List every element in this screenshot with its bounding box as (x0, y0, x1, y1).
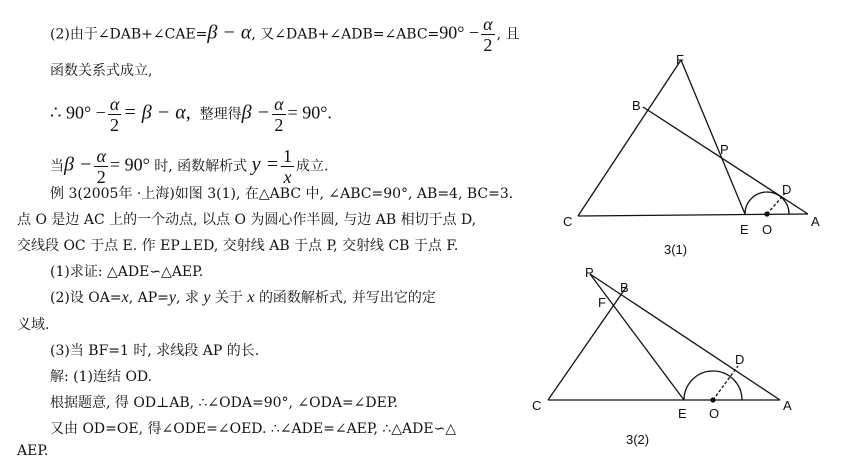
text-p10: 又由 OD=OE, 得∠ODE=∠OED. ∴∠ADE=∠AEP, ∴△ADE∽△ (50, 421, 457, 437)
label-D: D (735, 352, 745, 367)
label-C: C (563, 214, 573, 229)
text-p5: (2)设 OA=x, AP=y, 求 y 关于 x 的函数解析式, 并写出它的定 (50, 289, 436, 306)
text-line-2: 函数关系式成立, (50, 63, 153, 79)
figure-caption-3-2: 3(2) (626, 432, 650, 447)
label-O: O (762, 222, 773, 237)
text-p8: 解: (1)连结 OD. (50, 369, 153, 385)
text-p9: 根据题意, 得 OD⊥AB, ∴∠ODA=90°, ∠ODA=∠DEP. (50, 395, 398, 411)
figure-caption-3-1: 3(1) (664, 242, 688, 257)
label-F: F (676, 52, 684, 67)
text-line-1: (2)由于∠DAB+∠CAE=β − α, 又∠DAB+∠ADB=∠ABC=90° − $\frac{\alpha}{2}$ , 且 (50, 14, 520, 55)
label-P: P (720, 142, 729, 157)
figure-3-2 (548, 274, 780, 402)
text-p11: AEP. (17, 443, 49, 459)
text-p1: 例 3(2005年 ·上海)如图 3(1), 在△ABC 中, ∠ABC=90°, AB=4, BC=3. (50, 186, 514, 202)
label-A: A (811, 214, 820, 229)
figure-3-1 (578, 60, 808, 216)
label-O: O (709, 406, 720, 421)
text-line-3: ∴ 90° − $\frac{\alpha}{2}$ = β − α, 整理得β − $\frac{\alpha}{2}$ = 90°. (50, 94, 332, 135)
label-B: B (620, 280, 629, 295)
text-p7: (3)当 BF=1 时, 求线段 AP 的长. (50, 343, 260, 359)
text-p4: (1)求证: △ADE∽△AEP. (50, 264, 204, 280)
label-E: E (740, 222, 749, 237)
text-p6: 义域. (17, 317, 50, 333)
label-E: E (678, 406, 687, 421)
label-C: C (532, 398, 542, 413)
text-p2: 点 O 是边 AC 上的一个动点, 以点 O 为圆心作半圆, 与边 AB 相切于点 D, (17, 212, 477, 228)
label-P: P (585, 265, 594, 280)
label-B: B (632, 98, 641, 113)
text-line-4: 当β − $\frac{\alpha}{2}$ = 90° 时, 函数解析式 y = $\frac{1}{x}$ 成立. (50, 146, 329, 187)
label-D: D (782, 182, 792, 197)
label-A: A (783, 398, 792, 413)
label-F: F (598, 295, 606, 310)
text-p3: 交线段 OC 于点 E. 作 EP⊥ED, 交射线 AB 于点 P, 交射线 CB 于点 F. (17, 238, 459, 254)
